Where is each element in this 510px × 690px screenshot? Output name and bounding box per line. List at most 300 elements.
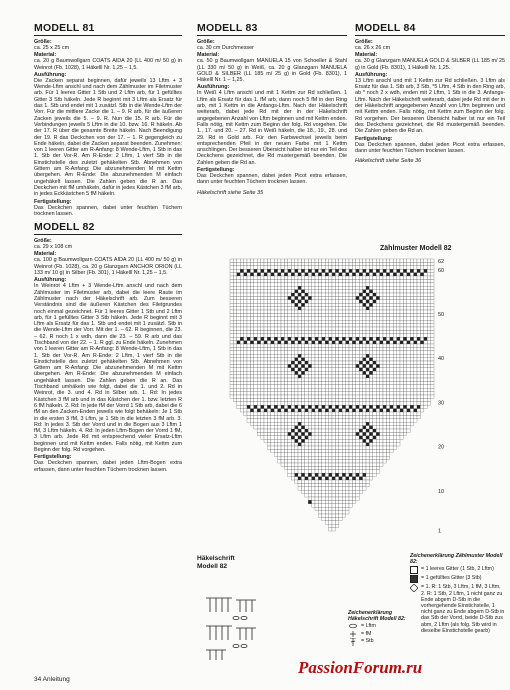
empty-mesh xyxy=(318,429,321,432)
legend-item-label: = Lftm xyxy=(361,623,376,630)
empty-mesh xyxy=(274,432,277,435)
empty-mesh xyxy=(325,504,328,507)
empty-mesh xyxy=(352,392,355,395)
empty-mesh xyxy=(271,364,274,367)
column-right xyxy=(355,22,505,164)
empty-mesh xyxy=(298,269,301,272)
empty-mesh xyxy=(403,290,406,293)
empty-mesh xyxy=(291,439,294,442)
empty-mesh xyxy=(352,460,355,463)
empty-mesh xyxy=(318,405,321,408)
empty-mesh xyxy=(315,494,318,497)
empty-mesh xyxy=(230,283,233,286)
empty-mesh xyxy=(424,402,427,405)
filled-mesh xyxy=(424,269,427,272)
filled-mesh xyxy=(363,290,366,293)
empty-mesh xyxy=(427,290,430,293)
filled-mesh xyxy=(342,269,345,272)
empty-mesh xyxy=(305,494,308,497)
empty-mesh xyxy=(267,266,270,269)
empty-mesh xyxy=(308,385,311,388)
empty-mesh xyxy=(403,378,406,381)
empty-mesh xyxy=(393,327,396,330)
empty-mesh xyxy=(410,313,413,316)
empty-mesh xyxy=(284,412,287,415)
empty-mesh xyxy=(278,392,281,395)
empty-mesh xyxy=(230,371,233,374)
empty-mesh xyxy=(264,361,267,364)
empty-mesh xyxy=(397,392,400,395)
empty-mesh xyxy=(244,398,247,401)
empty-mesh xyxy=(356,317,359,320)
empty-mesh xyxy=(257,276,260,279)
empty-mesh xyxy=(352,429,355,432)
empty-mesh xyxy=(376,334,379,337)
empty-mesh xyxy=(352,320,355,323)
empty-mesh xyxy=(237,354,240,357)
empty-mesh xyxy=(291,351,294,354)
empty-mesh xyxy=(237,324,240,327)
empty-mesh xyxy=(315,286,318,289)
empty-mesh xyxy=(342,443,345,446)
empty-mesh xyxy=(284,419,287,422)
empty-mesh xyxy=(393,317,396,320)
empty-mesh xyxy=(346,422,349,425)
empty-mesh xyxy=(339,500,342,503)
empty-mesh xyxy=(380,371,383,374)
empty-mesh xyxy=(427,344,430,347)
empty-mesh xyxy=(383,330,386,333)
empty-mesh xyxy=(322,429,325,432)
empty-mesh xyxy=(339,337,342,340)
empty-mesh xyxy=(322,439,325,442)
empty-mesh xyxy=(250,368,253,371)
empty-mesh xyxy=(264,368,267,371)
empty-mesh xyxy=(254,402,257,405)
empty-mesh xyxy=(278,419,281,422)
empty-mesh xyxy=(322,317,325,320)
empty-mesh xyxy=(305,395,308,398)
empty-mesh xyxy=(393,388,396,391)
empty-mesh xyxy=(431,290,434,293)
empty-mesh xyxy=(284,466,287,469)
empty-mesh xyxy=(359,371,362,374)
empty-mesh xyxy=(312,388,315,391)
empty-mesh xyxy=(295,395,298,398)
filled-mesh xyxy=(332,477,335,480)
empty-mesh xyxy=(281,449,284,452)
empty-mesh xyxy=(383,449,386,452)
empty-mesh xyxy=(329,521,332,524)
empty-mesh xyxy=(349,262,352,265)
empty-mesh xyxy=(417,262,420,265)
empty-mesh xyxy=(383,334,386,337)
empty-mesh xyxy=(410,392,413,395)
empty-mesh xyxy=(346,385,349,388)
empty-mesh xyxy=(230,375,233,378)
empty-mesh xyxy=(410,371,413,374)
empty-mesh xyxy=(346,310,349,313)
empty-mesh xyxy=(376,415,379,418)
empty-mesh xyxy=(278,279,281,282)
empty-mesh xyxy=(352,466,355,469)
empty-mesh xyxy=(315,381,318,384)
empty-mesh xyxy=(332,392,335,395)
empty-mesh xyxy=(240,307,243,310)
empty-mesh xyxy=(312,453,315,456)
empty-mesh xyxy=(261,378,264,381)
empty-mesh xyxy=(325,368,328,371)
empty-mesh xyxy=(393,381,396,384)
empty-mesh xyxy=(383,392,386,395)
empty-mesh xyxy=(295,470,298,473)
empty-mesh xyxy=(278,276,281,279)
empty-mesh xyxy=(274,415,277,418)
empty-mesh xyxy=(414,303,417,306)
empty-mesh xyxy=(342,293,345,296)
filled-mesh xyxy=(390,405,393,408)
empty-mesh xyxy=(407,378,410,381)
empty-mesh xyxy=(346,381,349,384)
empty-mesh xyxy=(427,361,430,364)
empty-mesh xyxy=(424,293,427,296)
empty-mesh xyxy=(305,412,308,415)
empty-mesh xyxy=(329,528,332,531)
empty-mesh xyxy=(315,504,318,507)
empty-mesh xyxy=(271,388,274,391)
empty-mesh xyxy=(318,511,321,514)
empty-mesh xyxy=(244,354,247,357)
empty-mesh xyxy=(264,402,267,405)
empty-mesh xyxy=(315,364,318,367)
empty-mesh xyxy=(342,276,345,279)
empty-mesh xyxy=(284,439,287,442)
empty-mesh xyxy=(291,303,294,306)
empty-mesh xyxy=(322,381,325,384)
empty-mesh xyxy=(291,330,294,333)
empty-mesh xyxy=(397,395,400,398)
empty-mesh xyxy=(284,426,287,429)
empty-mesh xyxy=(267,371,270,374)
filled-mesh xyxy=(410,337,413,340)
empty-mesh xyxy=(250,300,253,303)
empty-mesh xyxy=(329,290,332,293)
empty-mesh xyxy=(397,290,400,293)
empty-mesh xyxy=(271,276,274,279)
empty-mesh xyxy=(329,392,332,395)
empty-mesh xyxy=(431,262,434,265)
empty-mesh xyxy=(325,395,328,398)
empty-mesh xyxy=(342,456,345,459)
empty-mesh xyxy=(420,290,423,293)
empty-mesh xyxy=(278,354,281,357)
empty-mesh xyxy=(261,375,264,378)
empty-mesh xyxy=(305,443,308,446)
empty-mesh xyxy=(335,409,338,412)
empty-mesh xyxy=(332,429,335,432)
empty-mesh xyxy=(257,395,260,398)
empty-mesh xyxy=(335,419,338,422)
empty-mesh xyxy=(332,354,335,357)
empty-mesh xyxy=(359,385,362,388)
empty-mesh xyxy=(322,494,325,497)
empty-mesh xyxy=(271,324,274,327)
empty-mesh xyxy=(359,405,362,408)
empty-mesh xyxy=(308,303,311,306)
empty-mesh xyxy=(230,381,233,384)
empty-mesh xyxy=(363,310,366,313)
empty-mesh xyxy=(407,415,410,418)
filled-mesh xyxy=(359,477,362,480)
empty-mesh xyxy=(393,426,396,429)
empty-mesh xyxy=(325,337,328,340)
filled-mesh xyxy=(356,473,359,476)
empty-mesh xyxy=(332,310,335,313)
empty-mesh xyxy=(356,460,359,463)
empty-mesh xyxy=(400,266,403,269)
empty-mesh xyxy=(386,262,389,265)
empty-mesh xyxy=(373,283,376,286)
empty-mesh xyxy=(250,313,253,316)
empty-mesh xyxy=(397,371,400,374)
empty-mesh xyxy=(325,426,328,429)
empty-mesh xyxy=(397,409,400,412)
empty-mesh xyxy=(267,398,270,401)
empty-mesh xyxy=(383,303,386,306)
empty-mesh xyxy=(308,300,311,303)
empty-mesh xyxy=(247,388,250,391)
empty-mesh xyxy=(298,358,301,361)
empty-mesh xyxy=(352,449,355,452)
empty-mesh xyxy=(410,296,413,299)
empty-mesh xyxy=(244,351,247,354)
empty-mesh xyxy=(369,463,372,466)
empty-mesh xyxy=(281,429,284,432)
filled-mesh xyxy=(284,341,287,344)
empty-mesh xyxy=(318,449,321,452)
empty-mesh xyxy=(386,385,389,388)
empty-mesh xyxy=(407,354,410,357)
empty-mesh xyxy=(342,507,345,510)
filled-mesh xyxy=(261,405,264,408)
empty-mesh xyxy=(403,266,406,269)
empty-mesh xyxy=(274,446,277,449)
empty-mesh xyxy=(359,344,362,347)
empty-mesh xyxy=(329,500,332,503)
empty-mesh xyxy=(318,500,321,503)
empty-mesh xyxy=(397,296,400,299)
empty-mesh xyxy=(400,324,403,327)
empty-mesh xyxy=(312,371,315,374)
empty-mesh xyxy=(250,402,253,405)
empty-mesh xyxy=(359,269,362,272)
empty-mesh xyxy=(298,483,301,486)
empty-mesh xyxy=(329,439,332,442)
empty-mesh xyxy=(339,296,342,299)
empty-mesh xyxy=(349,259,352,262)
empty-mesh xyxy=(244,320,247,323)
empty-mesh xyxy=(298,259,301,262)
empty-mesh xyxy=(420,334,423,337)
empty-mesh xyxy=(325,286,328,289)
empty-mesh xyxy=(376,446,379,449)
empty-mesh xyxy=(240,381,243,384)
empty-mesh xyxy=(332,456,335,459)
empty-mesh xyxy=(322,422,325,425)
empty-mesh xyxy=(417,313,420,316)
empty-mesh xyxy=(424,334,427,337)
empty-mesh xyxy=(261,381,264,384)
empty-mesh xyxy=(308,487,311,490)
empty-mesh xyxy=(322,273,325,276)
empty-mesh xyxy=(386,392,389,395)
empty-mesh xyxy=(380,347,383,350)
empty-mesh xyxy=(240,395,243,398)
empty-mesh xyxy=(339,517,342,520)
empty-mesh xyxy=(278,347,281,350)
empty-mesh xyxy=(267,307,270,310)
empty-mesh xyxy=(257,361,260,364)
empty-mesh xyxy=(332,480,335,483)
empty-mesh xyxy=(424,395,427,398)
empty-mesh xyxy=(332,276,335,279)
empty-mesh xyxy=(332,439,335,442)
empty-mesh xyxy=(244,259,247,262)
empty-mesh xyxy=(376,290,379,293)
empty-mesh xyxy=(237,286,240,289)
empty-mesh xyxy=(288,460,291,463)
empty-mesh xyxy=(380,279,383,282)
filled-mesh xyxy=(305,361,308,364)
empty-mesh xyxy=(342,279,345,282)
empty-mesh xyxy=(257,402,260,405)
empty-mesh xyxy=(274,368,277,371)
empty-mesh xyxy=(359,262,362,265)
empty-mesh xyxy=(264,310,267,313)
empty-mesh xyxy=(376,443,379,446)
empty-mesh xyxy=(431,385,434,388)
empty-mesh xyxy=(339,385,342,388)
empty-mesh xyxy=(274,259,277,262)
empty-mesh xyxy=(329,259,332,262)
filled-mesh xyxy=(359,361,362,364)
empty-mesh xyxy=(356,276,359,279)
empty-mesh xyxy=(410,402,413,405)
empty-mesh xyxy=(308,395,311,398)
empty-mesh xyxy=(397,402,400,405)
empty-mesh xyxy=(383,460,386,463)
empty-mesh xyxy=(356,497,359,500)
empty-mesh xyxy=(284,307,287,310)
empty-mesh xyxy=(291,324,294,327)
empty-mesh xyxy=(420,276,423,279)
empty-mesh xyxy=(240,310,243,313)
filled-mesh xyxy=(295,439,298,442)
empty-mesh xyxy=(390,344,393,347)
empty-mesh xyxy=(376,266,379,269)
empty-mesh xyxy=(346,334,349,337)
empty-mesh xyxy=(271,351,274,354)
empty-mesh xyxy=(295,443,298,446)
empty-mesh xyxy=(301,463,304,466)
empty-mesh xyxy=(301,388,304,391)
empty-mesh xyxy=(288,443,291,446)
empty-mesh xyxy=(325,480,328,483)
empty-mesh xyxy=(308,402,311,405)
empty-mesh xyxy=(318,381,321,384)
empty-mesh xyxy=(237,395,240,398)
empty-mesh xyxy=(230,341,233,344)
filled-mesh xyxy=(376,269,379,272)
empty-mesh xyxy=(301,429,304,432)
empty-mesh xyxy=(366,378,369,381)
empty-mesh xyxy=(247,307,250,310)
empty-mesh xyxy=(369,429,372,432)
empty-mesh xyxy=(420,364,423,367)
empty-mesh xyxy=(278,415,281,418)
empty-mesh xyxy=(288,381,291,384)
empty-mesh xyxy=(420,385,423,388)
empty-mesh xyxy=(349,402,352,405)
empty-mesh xyxy=(284,443,287,446)
empty-mesh xyxy=(301,392,304,395)
empty-mesh xyxy=(332,358,335,361)
filled-mesh xyxy=(386,341,389,344)
empty-mesh xyxy=(244,358,247,361)
empty-mesh xyxy=(359,439,362,442)
filled-mesh xyxy=(376,405,379,408)
empty-mesh xyxy=(356,354,359,357)
empty-mesh xyxy=(271,266,274,269)
empty-mesh xyxy=(397,412,400,415)
empty-mesh xyxy=(254,310,257,313)
empty-mesh xyxy=(346,276,349,279)
empty-mesh xyxy=(257,266,260,269)
empty-mesh xyxy=(291,375,294,378)
empty-mesh xyxy=(271,412,274,415)
empty-mesh xyxy=(325,361,328,364)
filled-mesh xyxy=(295,337,298,340)
empty-mesh xyxy=(237,310,240,313)
ausfuehrung-text: Die Zacken separat beginnen, dafür jeweils 13 Lftm + 3 Wende-Lftm anschl und nach dem Zählmuster im Filetmuster arb. Für 1 leeres Gitter 1 Stb und 2 Lftm arb, für 1 gefülltes Gitter 3 Stb häkeln. Jede R beginnt mit 3 Lftm als Ersatz für das 1. Stb und endet mit 1 zusätzl. Stb in die Wende-Lftm der Vorr. Für die mittlere Zacke die 1. – 9. R arb, für die äußeren Zacken jeweils die 5. – 9. R. Nun die 15. R arb. Für die Verbindungen jeweils 5 Lftm in die 10. bzw. 16. R häkeln. Ab der 17. R über die gesamte Breite häkeln. Nach Beendigung der 19. R das Deckchen von der 17. – 1. R gegengleich zu Ende häkeln, dabei die Zacken separat beenden. Zunehmen: von 1 leeren Gitter am R-Anfang: 8 Wende-Lftm, 1 Stb in das 1. Stb der Vor-R. Am R-Ende: 2 Lftm, 1 vierf Stb in die Einstichstelle des zuletzt gehäkelten Stb. Abnehmen von Gittern am R-Anfang: Die abzunehmenden M mit Kettm übergehen. Am R-Ende: Die abzunehmenden M einfach ungehäkelt lassen. Die Zahlen geben die R an. Das Deckchen mit fM umhäkeln, dafür in jedes Kästchen 3 fM arb, in jedes Eckkästchen 5 fM häkeln. xyxy=(34,77,182,198)
empty-mesh xyxy=(261,320,264,323)
empty-mesh xyxy=(244,276,247,279)
empty-mesh xyxy=(247,330,250,333)
filled-mesh xyxy=(305,341,308,344)
empty-mesh xyxy=(295,283,298,286)
empty-mesh xyxy=(397,324,400,327)
empty-mesh xyxy=(342,463,345,466)
empty-mesh xyxy=(380,463,383,466)
empty-mesh xyxy=(305,487,308,490)
empty-mesh xyxy=(332,385,335,388)
empty-mesh xyxy=(291,354,294,357)
empty-mesh xyxy=(295,347,298,350)
empty-mesh xyxy=(271,303,274,306)
empty-mesh xyxy=(342,364,345,367)
empty-mesh xyxy=(318,324,321,327)
empty-mesh xyxy=(407,412,410,415)
empty-mesh xyxy=(247,313,250,316)
material-text: ca. 30 g Glanzgarn MANUELA GOLD & SILBER (LL 185 m/ 25 g) in Gold (Fb. 8301), 1 Häkelll Nr. 1,25. xyxy=(355,58,505,71)
filled-mesh xyxy=(359,429,362,432)
empty-mesh xyxy=(325,269,328,272)
empty-mesh xyxy=(349,480,352,483)
empty-mesh xyxy=(271,320,274,323)
empty-mesh xyxy=(407,395,410,398)
legend-item-label: = fM xyxy=(361,630,372,637)
empty-mesh xyxy=(380,361,383,364)
